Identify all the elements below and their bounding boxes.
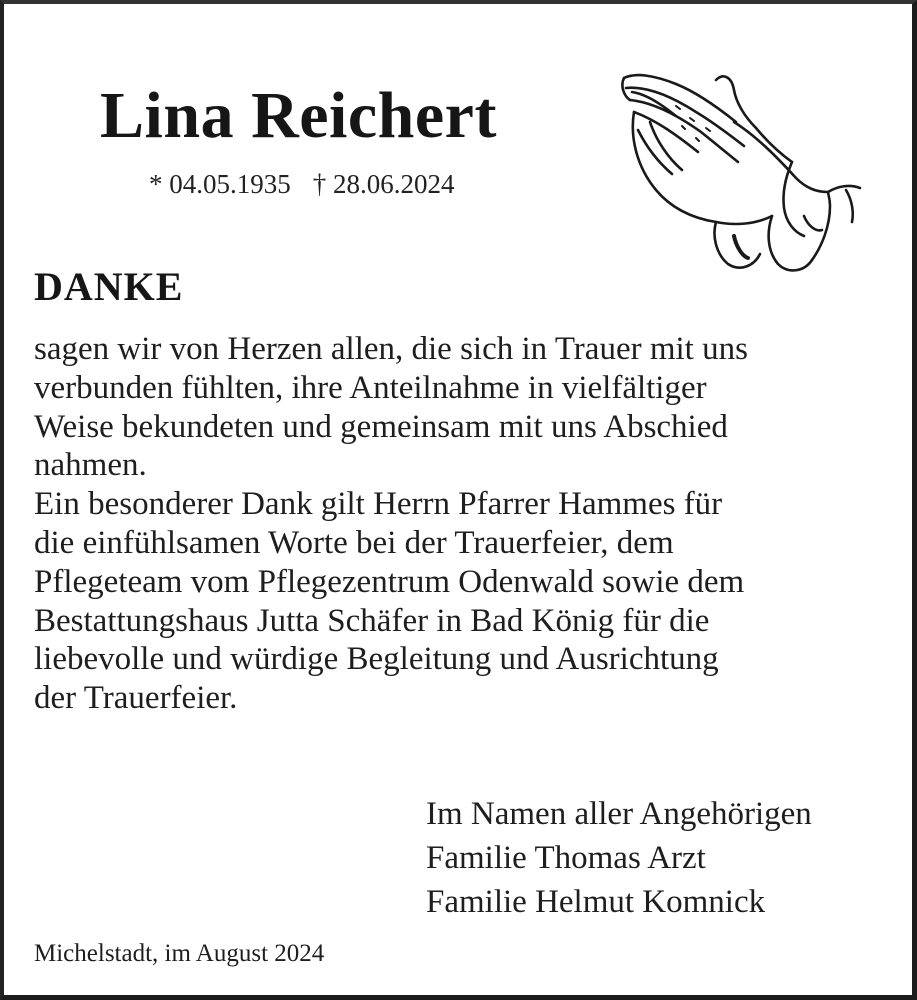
signature-line: Familie Helmut Komnick [426,884,766,920]
deceased-name: Lina Reichert [100,79,497,152]
message-line: Weise bekundeten und gemeinsam mit uns Abschied [34,408,728,445]
message-line: nahmen. [34,447,147,484]
message-line: sagen wir von Herzen allen, die sich in Trauer mit uns [34,331,748,367]
life-dates [149,166,455,202]
message-line: der Trauerfeier. [34,680,238,717]
death-symbol: † [312,169,327,199]
thank-you-message [34,330,894,718]
heading-danke: DANKE [34,264,184,309]
message-line: verbunden fühlten, ihre Anteilnahme in vielfältiger [34,369,707,406]
death-date: 28.06.2024 [333,169,455,199]
praying-hands-icon [616,66,866,276]
message-line: Bestattungshaus Jutta Schäfer in Bad König für die [34,602,710,639]
signature-line: Im Namen aller Angehörigen [426,796,812,832]
message-line: Pflegeteam vom Pflegezentrum Odenwald sowie dem [34,563,745,600]
message-line: liebevolle und würdige Begleitung und Ausrichtung [34,641,719,678]
signature-line: Familie Thomas Arzt [426,840,706,876]
birth-symbol: * [149,169,163,199]
place-and-date: Michelstadt, im August 2024 [34,940,325,967]
birth-date: 04.05.1935 [169,169,291,199]
family-signature [426,792,812,924]
message-line: die einfühlsamen Worte bei der Trauerfeier, dem [34,524,674,561]
message-line: Ein besonderer Dank gilt Herrn Pfarrer Hammes für [34,486,723,523]
